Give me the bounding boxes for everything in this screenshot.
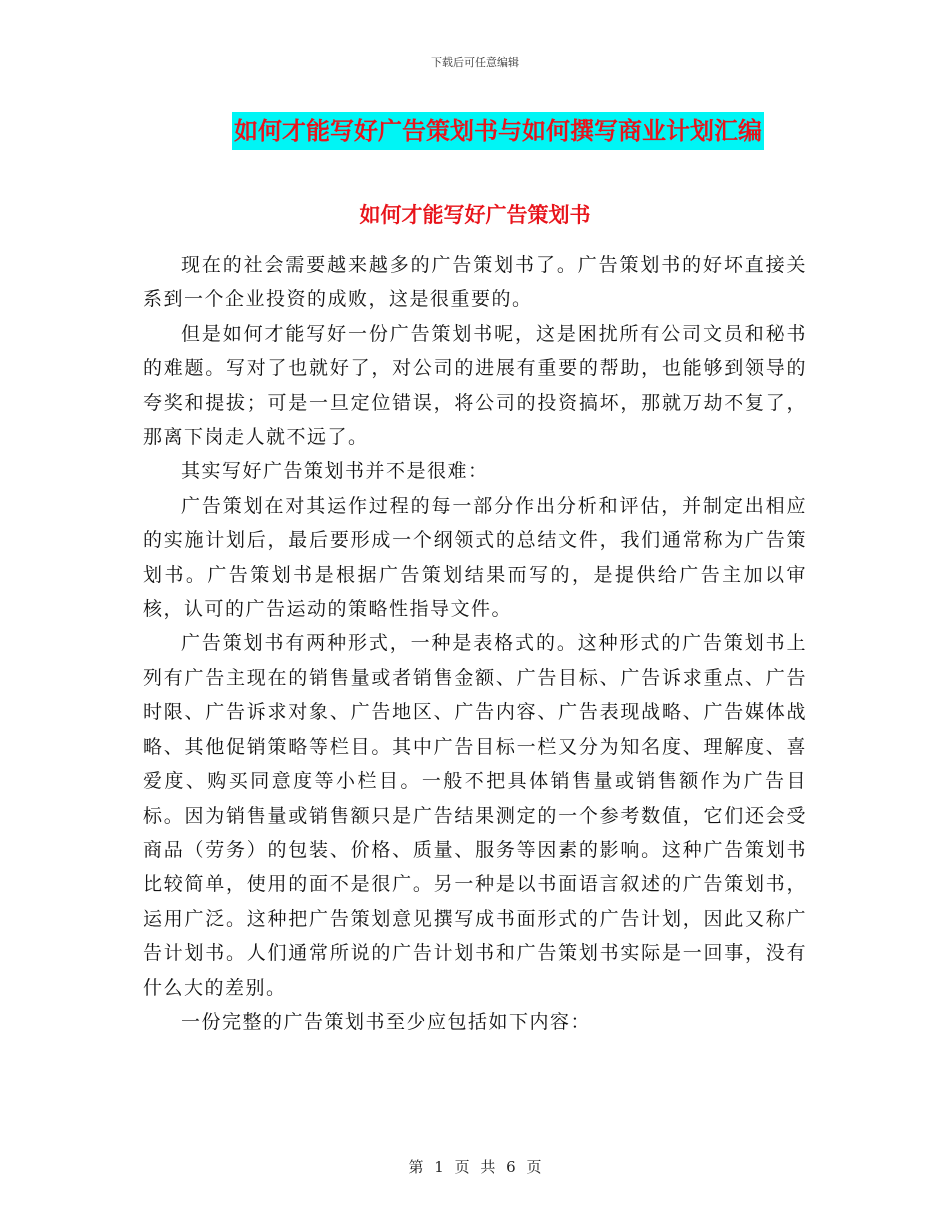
- body-text: [143, 248, 807, 1039]
- main-title-container: [0, 112, 950, 150]
- paragraph: 广告策划在对其运作过程的每一部分作出分析和评估，并制定出相应的实施计划后，最后要形成一个纲领式的总结文件，我们通常称为广告策划书。广告策划书是根据广告策划结果而写的，是提供给广告主加以审核，认可的广告运动的策略性指导文件。: [143, 494, 807, 621]
- paragraph: 其实写好广告策划书并不是很难：: [181, 460, 489, 483]
- section-title: 如何才能写好广告策划书: [359, 203, 591, 227]
- page-number-footer: 第 1 页 共 6 页: [408, 1158, 542, 1176]
- paragraph: 但是如何才能写好一份广告策划书呢，这是困扰所有公司文员和秘书的难题。写对了也就好了，对公司的进展有重要的帮助，也能够到领导的夸奖和提拔；可是一旦定位错误，将公司的投资搞坏，那就万劫不复了，那离下岗走人就不远了。: [143, 322, 807, 449]
- paragraph: 一份完整的广告策划书至少应包括如下内容：: [181, 1010, 592, 1033]
- paragraph: 广告策划书有两种形式，一种是表格式的。这种形式的广告策划书上列有广告主现在的销售量或者销售金额、广告目标、广告诉求重点、广告时限、广告诉求对象、广告地区、广告内容、广告表现战略、广告媒体战略、其他促销策略等栏目。其中广告目标一栏又分为知名度、理解度、喜爱度、购买同意度等小栏目。一般不把具体销售量或销售额作为广告目标。因为销售量或销售额只是广告结果测定的一个参考数值，它们还会受商品（劳务）的包装、价格、质量、服务等因素的影响。这种广告策划书比较简单，使用的面不是很广。另一种是以书面语言叙述的广告策划书，运用广泛。这种把广告策划意见撰写成书面形式的广告计划，因此又称广告计划书。人们通常所说的广告计划书和广告策划书实际是一回事，没有什么大的差别。: [143, 632, 807, 999]
- main-title: 如何才能写好广告策划书与如何撰写商业计划汇编: [232, 112, 764, 150]
- header-note: 下载后可任意编辑: [431, 56, 519, 69]
- paragraph: 现在的社会需要越来越多的广告策划书了。广告策划书的好坏直接关系到一个企业投资的成败，这是很重要的。: [143, 254, 807, 311]
